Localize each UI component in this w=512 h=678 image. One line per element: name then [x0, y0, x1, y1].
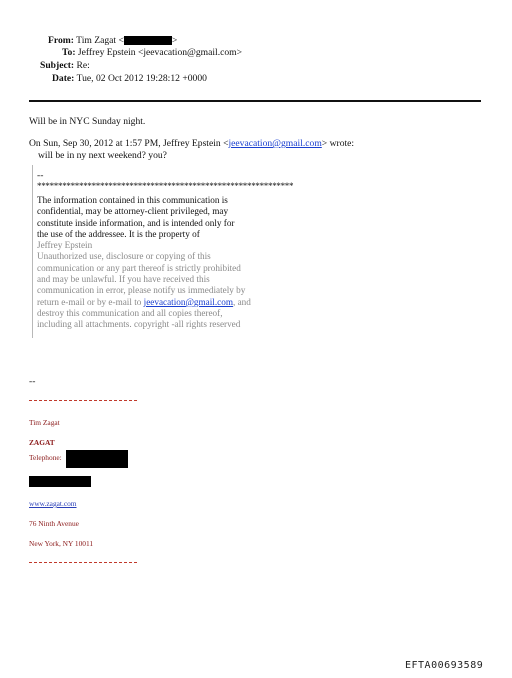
disclaimer-line: Unauthorized use, disclosure or copying of this	[37, 251, 211, 262]
disclaimer-email-link[interactable]: jeevacation@gmail.com	[143, 296, 233, 307]
attribution-line	[29, 138, 354, 150]
signature-address-line1: 76 Ninth Avenue	[29, 519, 79, 528]
reply-line: Will be in NYC Sunday night.	[29, 116, 146, 127]
signature-top-rule	[29, 400, 137, 401]
signature-name: Tim Zagat	[29, 418, 60, 427]
return-prefix: return e-mail or by e-mail to	[37, 296, 144, 307]
date-label: Date:	[52, 73, 75, 84]
disclaimer-line: destroy this communication and all copies thereof,	[37, 307, 223, 318]
from-label: From:	[48, 35, 74, 46]
redaction-box	[29, 476, 91, 487]
confidential-notice	[37, 195, 251, 331]
telephone-label: Telephone:	[29, 453, 62, 462]
header-divider	[29, 100, 481, 102]
disclaimer-return-line	[37, 297, 251, 308]
redaction-box	[66, 450, 128, 468]
disclaimer-line: and may be unlawful. If you have received this	[37, 274, 210, 285]
signature-bottom-rule	[29, 562, 137, 563]
from-close: >	[171, 35, 178, 46]
return-suffix: , and	[232, 296, 251, 307]
confidential-line: constitute inside information, and is intended only for	[37, 217, 235, 228]
redaction-box	[124, 36, 172, 45]
to-label: To:	[62, 47, 76, 58]
star-divider: *************************************************************	[37, 181, 294, 191]
header-subject	[40, 60, 90, 72]
header-to	[62, 47, 242, 59]
attribution-prefix: On Sun, Sep 30, 2012 at 1:57 PM, Jeffrey Epstein <	[29, 138, 229, 149]
header-date	[52, 73, 207, 85]
signature-website-link[interactable]: www.zagat.com	[29, 499, 77, 508]
signature-address-line2: New York, NY 10011	[29, 539, 94, 548]
to-value: Jeffrey Epstein <jeevacation@gmail.com>	[77, 47, 243, 58]
quote-bar	[32, 165, 33, 338]
sig-dash-quoted: --	[37, 170, 44, 181]
disclaimer-line: including all attachments. copyright -all rights reserved	[37, 319, 241, 330]
from-name: Tim Zagat <	[76, 35, 124, 46]
signature-dash: --	[29, 376, 36, 387]
date-value: Tue, 02 Oct 2012 19:28:12 +0000	[76, 73, 207, 84]
quoted-question: will be in ny next weekend? you?	[38, 150, 167, 161]
signature-telephone	[29, 453, 62, 462]
header-from	[48, 35, 177, 47]
subject-value: Re:	[76, 60, 90, 71]
attribution-email-link[interactable]: jeevacation@gmail.com	[228, 138, 322, 149]
disclaimer-line: Jeffrey Epstein	[37, 240, 93, 251]
attribution-suffix: > wrote:	[321, 138, 355, 149]
subject-label: Subject:	[40, 60, 75, 71]
confidential-line: confidential, may be attorney-client privileged, may	[37, 206, 229, 217]
signature-company: ZAGAT	[29, 438, 55, 447]
disclaimer-line: communication in error, please notify us immediately by	[37, 285, 246, 296]
disclaimer-line: communication or any part thereof is strictly prohibited	[37, 262, 241, 273]
bates-number: EFTA00693589	[405, 660, 484, 671]
confidential-line: The information contained in this communication is	[37, 195, 228, 205]
confidential-line: the use of the addressee. It is the property of	[37, 228, 200, 239]
